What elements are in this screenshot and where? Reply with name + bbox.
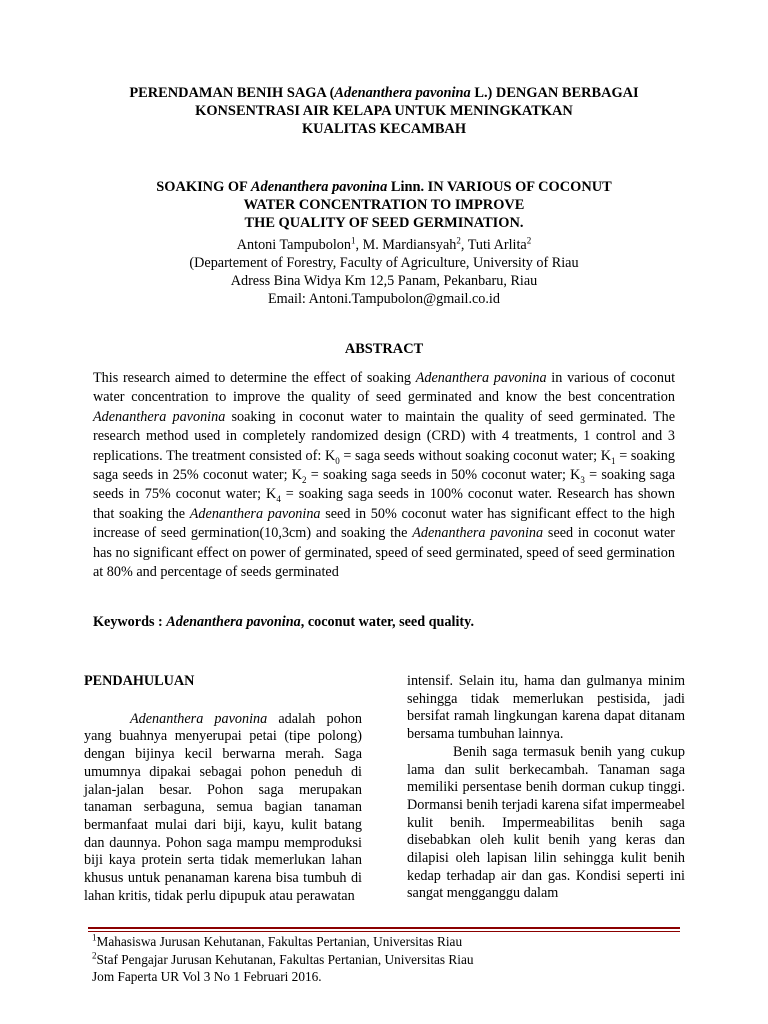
author-affiliation: (Departement of Forestry, Faculty of Agriculture, University of Riau: [189, 255, 579, 271]
abstract-text: This research aimed to determine the effect of soaking Adenanthera pavonina in various of coconut water concentration to improve the quality of seed germinated and know the best concentration Adenanthera pavonina soaking in coconut water to maintain the quality of seed germinated. The research method used in completely randomized design (CRD) with 4 treatments, 1 control and 3 replications. The treatment consisted of: $K_0$ = saga seeds without soaking coconut water; $K_1$ = soaking saga seeds in 25% coconut water; $K_2$ = soaking saga seeds in 50% coconut water; $K_3$ = soaking saga seeds in 75% coconut water; $K_4$ = soaking saga seeds in 100% coconut water. Research has shown that soaking the Adenanthera pavonina seed in 50% coconut water has significant effect to the high increase of seed germination(10,3cm) and soaking the Adenanthera pavonina seed in coconut water has no significant effect on power of germinated, speed of seed germinated, speed of seed germination at 80% and percentage of seeds germinated: [93, 370, 676, 581]
footnote-divider-thin: [88, 931, 680, 932]
journal-citation: Jom Faperta UR Vol 3 No 1 Februari 2016.: [92, 969, 322, 984]
title-id-line-1: PERENDAMAN BENIH SAGA (Adenanthera pavonina L.) DENGAN BERBAGAI: [129, 85, 639, 101]
author-address: Adress Bina Widya Km 12,5 Panam, Pekanbaru, Riau: [230, 273, 538, 289]
intro-paragraph-1: Adenanthera pavonina adalah pohon yang buahnya menyerupai petai (tipe polong) dengan bijinya kecil berwarna merah. Saga umumnya dipakai sebagai pohon peneduh di jalan-jalan besar. Pohon saga merupakan tanaman serbaguna, semua bagian tanaman bermanfaat mulai dari biji, kayu, kulit batang dan daunnya. Pohon saga mampu memproduksi biji kaya protein serta tidak memerlukan lahan khusus untuk penanaman karena bisa tumbuh di lahan kritis, tidak perlu dipupuk atau perawatan: [84, 710, 362, 904]
footnotes: [92, 933, 692, 986]
footnote-1: $^1$Mahasiswa Jurusan Kehutanan, Fakultas Pertanian, Universitas Riau: [92, 932, 463, 949]
author-names: Antoni Tampubolon$^1$, M. Mardiansyah$^2$, Tuti Arlita$^2$: [236, 235, 532, 253]
species-name: Adenanthera pavonina: [334, 85, 471, 101]
footnote-2: $^2$Staf Pengajar Jurusan Kehutanan, Fakultas Pertanian, Universitas Riau: [92, 950, 474, 967]
intro-paragraph-1-continued: intensif. Selain itu, hama dan gulmanya minim sehingga tidak memerlukan pestisida, jadi bersifat ramah lingkungan karena dapat ditanam bersama tumbuhan lainnya.: [407, 673, 685, 743]
title-id-line-3: KUALITAS KECAMBAH: [301, 121, 467, 137]
title-id-line-2: KONSENTRASI AIR KELAPA UNTUK MENINGKATKAN: [195, 103, 573, 119]
title-en-line-1: SOAKING OF Adenanthera pavonina Linn. IN VARIOUS OF COCONUT: [156, 179, 612, 195]
left-column: [84, 673, 362, 905]
footnote-divider: [88, 927, 680, 929]
author-block: [60, 236, 708, 308]
english-title: [60, 178, 708, 232]
indonesian-title: [60, 84, 708, 138]
title-en-line-2: WATER CONCENTRATION TO IMPROVE: [243, 197, 525, 213]
abstract-heading: ABSTRACT: [344, 341, 424, 357]
keywords-line: Keywords : Adenanthera pavonina, coconut water, seed quality.: [93, 614, 474, 630]
right-column: [407, 673, 685, 903]
title-en-line-3: THE QUALITY OF SEED GERMINATION.: [244, 215, 524, 231]
author-email: Email: Antoni.Tampubolon@gmail.co.id: [268, 291, 500, 307]
section-heading-pendahuluan: PENDAHULUAN: [84, 673, 195, 689]
intro-paragraph-2: Benih saga termasuk benih yang cukup lama dan sulit berkecambah. Tanaman saga memiliki persentase benih dorman cukup tinggi. Dormansi benih terjadi karena sifat impermeabel kulit benih. Impermeabilitas benih saga disebabkan oleh kulit benih yang keras dan dilapisi oleh lapisan lilin sehingga kulit benih kedap terhadap air dan gas. Kondisi seperti ini sangat mengganggu dalam: [407, 743, 685, 902]
species-name: Adenanthera pavonina: [250, 179, 388, 195]
